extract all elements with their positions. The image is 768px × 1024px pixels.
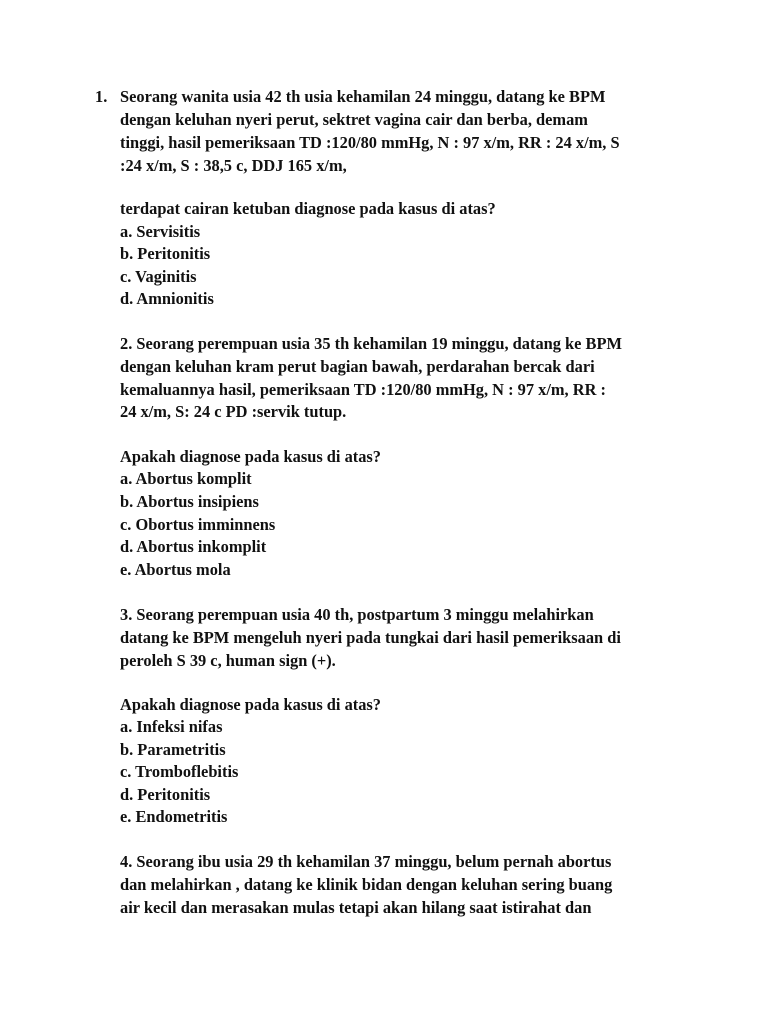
q2-stem-line-3: kemaluannya hasil, pemeriksaan TD :120/80 mmHg, N : 97 x/m, RR :	[120, 380, 606, 399]
q2-stem-line-1: 2. Seorang perempuan usia 35 th kehamilan 19 minggu, datang ke BPM	[120, 334, 622, 353]
q4-stem-line-1: 4. Seorang ibu usia 29 th kehamilan 37 minggu, belum pernah abortus	[120, 852, 612, 871]
q3-stem-line-2: datang ke BPM mengeluh nyeri pada tungkai dari hasil pemeriksaan di	[120, 628, 621, 647]
q1-stem-line-3: tinggi, hasil pemeriksaan TD :120/80 mmHg, N : 97 x/m, RR : 24 x/m, S	[120, 133, 620, 152]
q1-option-b: b. Peritonitis	[120, 244, 211, 263]
q1-number: 1.	[95, 87, 108, 106]
q1-option-a: a. Servisitis	[120, 222, 201, 241]
q3-option-c: c. Tromboflebitis	[120, 762, 239, 781]
q2-option-e: e. Abortus mola	[120, 560, 231, 579]
q2-option-d: d. Abortus inkomplit	[120, 537, 267, 556]
q1-question: terdapat cairan ketuban diagnose pada kasus di atas?	[120, 199, 496, 218]
q1-option-d: d. Amnionitis	[120, 289, 214, 308]
q3-option-b: b. Parametritis	[120, 740, 226, 759]
q3-option-a: a. Infeksi nifas	[120, 717, 223, 736]
q1-stem-line-1: Seorang wanita usia 42 th usia kehamilan 24 minggu, datang ke BPM	[120, 87, 606, 106]
q3-option-e: e. Endometritis	[120, 807, 228, 826]
q1-stem-line-2: dengan keluhan nyeri perut, sektret vagina cair dan berba, demam	[120, 110, 588, 129]
q2-option-c: c. Obortus imminnens	[120, 515, 276, 534]
q2-stem-line-2: dengan keluhan kram perut bagian bawah, perdarahan bercak dari	[120, 357, 595, 376]
q3-option-d: d. Peritonitis	[120, 785, 211, 804]
q3-question: Apakah diagnose pada kasus di atas?	[120, 695, 381, 714]
q1-option-c: c. Vaginitis	[120, 267, 197, 286]
q2-option-a: a. Abortus komplit	[120, 469, 252, 488]
q1-stem-line-4: :24 x/m, S : 38,5 c, DDJ 165 x/m,	[120, 156, 347, 175]
q4-stem-line-3: air kecil dan merasakan mulas tetapi akan hilang saat istirahat dan	[120, 898, 592, 917]
q3-stem-line-1: 3. Seorang perempuan usia 40 th, postpartum 3 minggu melahirkan	[120, 605, 594, 624]
q4-stem-line-2: dan melahirkan , datang ke klinik bidan dengan keluhan sering buang	[120, 875, 613, 894]
q2-option-b: b. Abortus insipiens	[120, 492, 259, 511]
q2-stem-line-4: 24 x/m, S: 24 c PD :servik tutup.	[120, 402, 347, 421]
q2-question: Apakah diagnose pada kasus di atas?	[120, 447, 381, 466]
q3-stem-line-3: peroleh S 39 c, human sign (+).	[120, 651, 336, 670]
